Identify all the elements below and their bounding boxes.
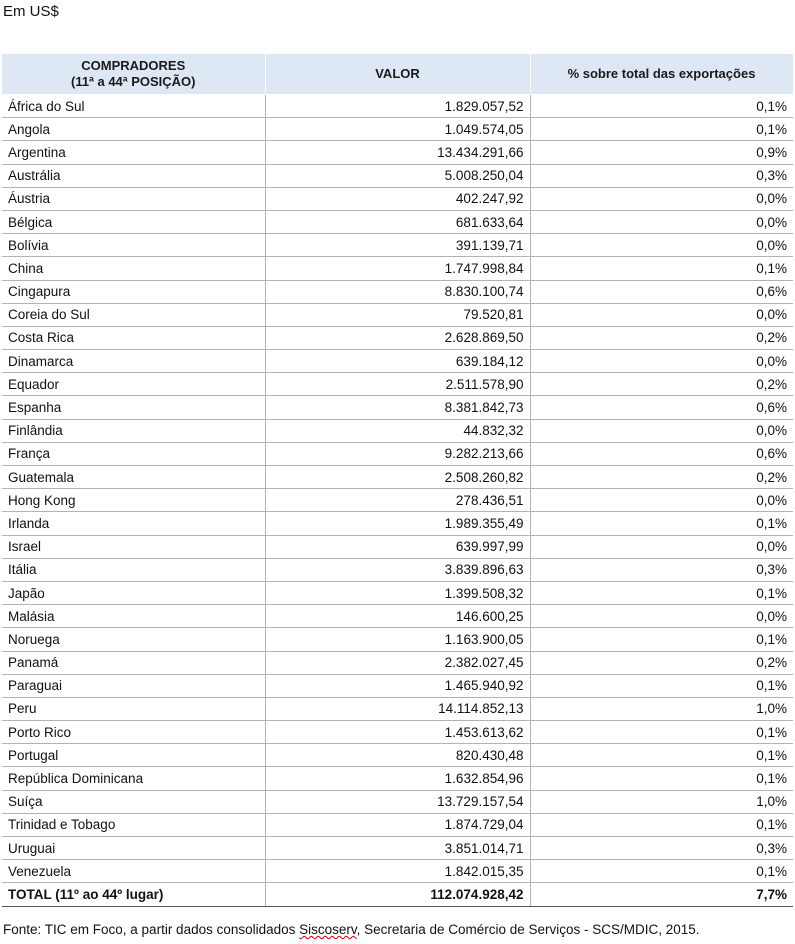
country-cell: Malásia xyxy=(2,605,265,628)
table-row xyxy=(2,813,793,836)
country-cell: Paraguai xyxy=(2,674,265,697)
table-row xyxy=(2,373,793,396)
country-cell: Japão xyxy=(2,581,265,604)
percent-cell: 0,0% xyxy=(530,350,793,373)
percent-cell: 0,6% xyxy=(530,280,793,303)
table-row xyxy=(2,326,793,349)
value-cell: 13.729.157,54 xyxy=(265,790,530,813)
percent-cell: 0,2% xyxy=(530,326,793,349)
percent-cell: 1,0% xyxy=(530,790,793,813)
country-cell: Costa Rica xyxy=(2,326,265,349)
table-row xyxy=(2,674,793,697)
total-label: TOTAL (11º ao 44º lugar) xyxy=(2,883,265,906)
country-cell: Trinidad e Tobago xyxy=(2,813,265,836)
buyers-table xyxy=(2,54,794,907)
value-cell: 8.381.842,73 xyxy=(265,396,530,419)
country-cell: China xyxy=(2,257,265,280)
table-row xyxy=(2,628,793,651)
country-cell: Noruega xyxy=(2,628,265,651)
percent-cell: 0,3% xyxy=(530,558,793,581)
value-cell: 79.520,81 xyxy=(265,303,530,326)
table-row xyxy=(2,442,793,465)
table-row xyxy=(2,280,793,303)
percent-cell: 0,1% xyxy=(530,860,793,883)
table-row xyxy=(2,164,793,187)
country-cell: Bélgica xyxy=(2,210,265,233)
percent-cell: 0,0% xyxy=(530,210,793,233)
percent-cell: 0,0% xyxy=(530,187,793,210)
table-row xyxy=(2,187,793,210)
percent-cell: 0,1% xyxy=(530,581,793,604)
percent-cell: 0,0% xyxy=(530,419,793,442)
spellcheck-flagged-word: Siscoserv xyxy=(299,922,357,937)
percent-cell: 0,0% xyxy=(530,605,793,628)
value-cell: 681.633,64 xyxy=(265,210,530,233)
percent-cell: 0,0% xyxy=(530,535,793,558)
table-row xyxy=(2,210,793,233)
value-cell: 639.184,12 xyxy=(265,350,530,373)
country-cell: Espanha xyxy=(2,396,265,419)
country-cell: Finlândia xyxy=(2,419,265,442)
table-body xyxy=(2,95,793,907)
value-cell: 1.989.355,49 xyxy=(265,512,530,535)
table-row xyxy=(2,303,793,326)
country-cell: República Dominicana xyxy=(2,767,265,790)
table-row xyxy=(2,558,793,581)
country-cell: África do Sul xyxy=(2,95,265,118)
percent-cell: 0,1% xyxy=(530,95,793,118)
source-note: Fonte: TIC em Foco, a partir dados consolidados Siscoserv, Secretaria de Comércio de Serviços - SCS/MDIC, 2015. xyxy=(3,922,700,937)
country-cell: Angola xyxy=(2,118,265,141)
total-row xyxy=(2,883,793,906)
table-header-row xyxy=(2,54,793,95)
country-cell: Áustria xyxy=(2,187,265,210)
table-row xyxy=(2,234,793,257)
country-cell: Venezuela xyxy=(2,860,265,883)
value-cell: 44.832,32 xyxy=(265,419,530,442)
country-cell: Equador xyxy=(2,373,265,396)
value-cell: 13.434.291,66 xyxy=(265,141,530,164)
percent-cell: 0,1% xyxy=(530,767,793,790)
table-row xyxy=(2,141,793,164)
percent-cell: 0,3% xyxy=(530,837,793,860)
percent-cell: 0,2% xyxy=(530,651,793,674)
percent-cell: 0,6% xyxy=(530,396,793,419)
country-cell: Argentina xyxy=(2,141,265,164)
country-cell: Porto Rico xyxy=(2,721,265,744)
value-cell: 9.282.213,66 xyxy=(265,442,530,465)
table-row xyxy=(2,790,793,813)
value-cell: 1.874.729,04 xyxy=(265,813,530,836)
table-row xyxy=(2,697,793,720)
table-row xyxy=(2,860,793,883)
value-cell: 1.842.015,35 xyxy=(265,860,530,883)
table-row xyxy=(2,744,793,767)
table-row xyxy=(2,605,793,628)
percent-cell: 0,9% xyxy=(530,141,793,164)
percent-cell: 0,1% xyxy=(530,118,793,141)
country-cell: Irlanda xyxy=(2,512,265,535)
percent-cell: 0,0% xyxy=(530,489,793,512)
percent-cell: 0,1% xyxy=(530,674,793,697)
header-compradores: COMPRADORES (11ª a 44ª POSIÇÃO) xyxy=(2,54,265,95)
table-row xyxy=(2,95,793,118)
country-cell: Israel xyxy=(2,535,265,558)
value-cell: 3.851.014,71 xyxy=(265,837,530,860)
value-cell: 14.114.852,13 xyxy=(265,697,530,720)
table-row xyxy=(2,466,793,489)
table-row xyxy=(2,651,793,674)
percent-cell: 0,1% xyxy=(530,628,793,651)
currency-caption: Em US$ xyxy=(3,3,59,20)
country-cell: Suíça xyxy=(2,790,265,813)
value-cell: 2.382.027,45 xyxy=(265,651,530,674)
value-cell: 639.997,99 xyxy=(265,535,530,558)
value-cell: 1.049.574,05 xyxy=(265,118,530,141)
value-cell: 278.436,51 xyxy=(265,489,530,512)
table-row xyxy=(2,767,793,790)
table-row xyxy=(2,535,793,558)
country-cell: Guatemala xyxy=(2,466,265,489)
value-cell: 146.600,25 xyxy=(265,605,530,628)
value-cell: 8.830.100,74 xyxy=(265,280,530,303)
country-cell: Panamá xyxy=(2,651,265,674)
country-cell: Hong Kong xyxy=(2,489,265,512)
table-row xyxy=(2,257,793,280)
total-percent: 7,7% xyxy=(530,883,793,906)
country-cell: Uruguai xyxy=(2,837,265,860)
value-cell: 1.163.900,05 xyxy=(265,628,530,651)
total-value: 112.074.928,42 xyxy=(265,883,530,906)
country-cell: Portugal xyxy=(2,744,265,767)
country-cell: Coreia do Sul xyxy=(2,303,265,326)
table-row xyxy=(2,581,793,604)
percent-cell: 1,0% xyxy=(530,697,793,720)
percent-cell: 0,1% xyxy=(530,721,793,744)
table-row xyxy=(2,118,793,141)
percent-cell: 0,6% xyxy=(530,442,793,465)
value-cell: 1.453.613,62 xyxy=(265,721,530,744)
table-row xyxy=(2,512,793,535)
table-row xyxy=(2,350,793,373)
header-percentual: % sobre total das exportações xyxy=(530,54,793,95)
header-valor: VALOR xyxy=(265,54,530,95)
percent-cell: 0,1% xyxy=(530,257,793,280)
value-cell: 2.508.260,82 xyxy=(265,466,530,489)
country-cell: Cingapura xyxy=(2,280,265,303)
value-cell: 1.747.998,84 xyxy=(265,257,530,280)
value-cell: 1.465.940,92 xyxy=(265,674,530,697)
value-cell: 2.628.869,50 xyxy=(265,326,530,349)
table-row xyxy=(2,721,793,744)
value-cell: 1.399.508,32 xyxy=(265,581,530,604)
value-cell: 3.839.896,63 xyxy=(265,558,530,581)
percent-cell: 0,2% xyxy=(530,373,793,396)
table-row xyxy=(2,837,793,860)
value-cell: 2.511.578,90 xyxy=(265,373,530,396)
percent-cell: 0,2% xyxy=(530,466,793,489)
country-cell: Bolívia xyxy=(2,234,265,257)
table-row xyxy=(2,489,793,512)
value-cell: 1.829.057,52 xyxy=(265,95,530,118)
value-cell: 820.430,48 xyxy=(265,744,530,767)
percent-cell: 0,1% xyxy=(530,512,793,535)
percent-cell: 0,0% xyxy=(530,234,793,257)
value-cell: 1.632.854,96 xyxy=(265,767,530,790)
table-row xyxy=(2,396,793,419)
percent-cell: 0,1% xyxy=(530,744,793,767)
value-cell: 5.008.250,04 xyxy=(265,164,530,187)
percent-cell: 0,3% xyxy=(530,164,793,187)
country-cell: Dinamarca xyxy=(2,350,265,373)
percent-cell: 0,0% xyxy=(530,303,793,326)
percent-cell: 0,1% xyxy=(530,813,793,836)
country-cell: França xyxy=(2,442,265,465)
value-cell: 402.247,92 xyxy=(265,187,530,210)
value-cell: 391.139,71 xyxy=(265,234,530,257)
country-cell: Peru xyxy=(2,697,265,720)
country-cell: Itália xyxy=(2,558,265,581)
country-cell: Austrália xyxy=(2,164,265,187)
table-row xyxy=(2,419,793,442)
